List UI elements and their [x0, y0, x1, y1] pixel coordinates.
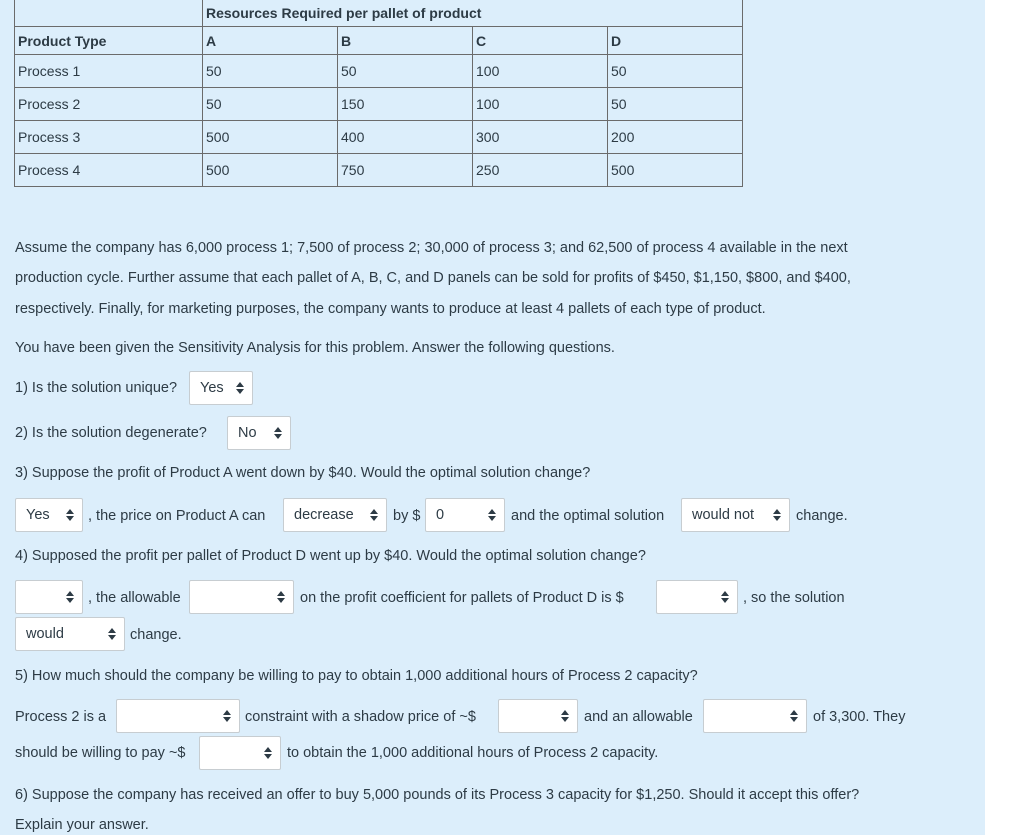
header-cell: A: [203, 27, 338, 55]
up-down-chevron-icon: [773, 509, 781, 521]
header-cell: B: [338, 27, 473, 55]
up-down-chevron-icon: [370, 509, 378, 521]
table-cell: 50: [608, 88, 743, 121]
q3-select-4[interactable]: [681, 498, 790, 532]
q5-select-3[interactable]: [703, 699, 807, 733]
table-cell: 50: [338, 55, 473, 88]
q3-select-2[interactable]: [283, 498, 387, 532]
q3-select-3[interactable]: [425, 498, 505, 532]
intro-line-4: You have been given the Sensitivity Analysis for this problem. Answer the following questions.: [15, 340, 615, 356]
q5-select-1[interactable]: [116, 699, 240, 733]
q5-text-5: should be willing to pay ~$: [15, 745, 186, 761]
table-row: [15, 121, 743, 154]
page-scrollbar-track[interactable]: [985, 0, 1024, 835]
up-down-chevron-icon: [561, 710, 569, 722]
q3-text-2: by $: [393, 508, 421, 524]
up-down-chevron-icon: [66, 591, 74, 603]
select-value: decrease: [294, 507, 354, 523]
table-cell: 300: [473, 121, 608, 154]
q4-text-3: , so the solution: [743, 590, 845, 606]
table-cell: 250: [473, 154, 608, 187]
q3-text-4: change.: [796, 508, 848, 524]
intro-line-2: production cycle. Further assume that each pallet of A, B, C, and D panels can be sold for profits of $450, $1,150, $800, and $400,: [15, 270, 851, 286]
table-row: [15, 55, 743, 88]
q2-text: 2) Is the solution degenerate?: [15, 425, 207, 441]
q5-text-3: and an allowable: [584, 709, 693, 725]
table-cell: 100: [473, 55, 608, 88]
up-down-chevron-icon: [274, 427, 282, 439]
q4-select-3[interactable]: [656, 580, 738, 614]
intro-line-1: Assume the company has 6,000 process 1; 7,500 of process 2; 30,000 of process 3; and 62,500 of process 4 available in the next: [15, 240, 848, 256]
header-cell: C: [473, 27, 608, 55]
up-down-chevron-icon: [790, 710, 798, 722]
q5-text-4: of 3,300. They: [813, 709, 906, 725]
up-down-chevron-icon: [236, 382, 244, 394]
q4-text-2: on the profit coefficient for pallets of Product D is $: [300, 590, 624, 606]
table-cell: 500: [203, 154, 338, 187]
q4-text-1: , the allowable: [88, 590, 181, 606]
table-cell: 750: [338, 154, 473, 187]
q4-select-1[interactable]: [15, 580, 83, 614]
header-cell: D: [608, 27, 743, 55]
q5-select-4[interactable]: [199, 736, 281, 770]
table-cell: 400: [338, 121, 473, 154]
up-down-chevron-icon: [108, 628, 116, 640]
select-value: Yes: [26, 507, 50, 523]
up-down-chevron-icon: [721, 591, 729, 603]
q4-text-4: change.: [130, 627, 182, 643]
table-cell: 50: [203, 88, 338, 121]
select-value: would: [26, 626, 64, 642]
q4-text: 4) Supposed the profit per pallet of Product D went up by $40. Would the optimal solution change?: [15, 548, 646, 564]
table-cell: Process 3: [15, 121, 203, 154]
select-value: 0: [436, 507, 445, 523]
table-header-row: [15, 27, 743, 55]
q6-line-2: Explain your answer.: [15, 817, 149, 833]
table-row: [15, 154, 743, 187]
table-cell: Process 2: [15, 88, 203, 121]
table-cell: 500: [608, 154, 743, 187]
q1-answer-select[interactable]: [189, 371, 253, 405]
table-cell: 200: [608, 121, 743, 154]
q3-text: 3) Suppose the profit of Product A went down by $40. Would the optimal solution change?: [15, 465, 591, 481]
up-down-chevron-icon: [264, 747, 272, 759]
q5-text-6: to obtain the 1,000 additional hours of Process 2 capacity.: [287, 745, 659, 761]
intro-line-3: respectively. Finally, for marketing purposes, the company wants to produce at least 4 pallets of each type of product.: [15, 301, 766, 317]
select-value: Yes: [200, 380, 224, 396]
q4-select-2[interactable]: [189, 580, 294, 614]
q3-text-1: , the price on Product A can: [88, 508, 266, 524]
up-down-chevron-icon: [488, 509, 496, 521]
header-cell: Product Type: [15, 27, 203, 55]
table-caption: Resources Required per pallet of product: [203, 0, 743, 27]
up-down-chevron-icon: [66, 509, 74, 521]
up-down-chevron-icon: [277, 591, 285, 603]
table-cell: 50: [608, 55, 743, 88]
q5-text: 5) How much should the company be willing to pay to obtain 1,000 additional hours of Process 2 capacity?: [15, 668, 698, 684]
q3-select-1[interactable]: [15, 498, 83, 532]
select-value: would not: [692, 507, 755, 523]
table-cell: Process 1: [15, 55, 203, 88]
table-cell: 50: [203, 55, 338, 88]
q6-line-1: 6) Suppose the company has received an offer to buy 5,000 pounds of its Process 3 capacity for $1,250. Should it accept this offer?: [15, 787, 860, 803]
select-value: No: [238, 425, 257, 441]
table-row: [15, 88, 743, 121]
q3-text-3: and the optimal solution: [511, 508, 665, 524]
q5-text-2: constraint with a shadow price of ~$: [245, 709, 476, 725]
q2-answer-select[interactable]: [227, 416, 291, 450]
q5-text-1: Process 2 is a: [15, 709, 107, 725]
q4-select-4[interactable]: [15, 617, 125, 651]
q5-select-2[interactable]: [498, 699, 578, 733]
resources-table: [14, 0, 743, 187]
q1-text: 1) Is the solution unique?: [15, 380, 178, 396]
table-cell: 500: [203, 121, 338, 154]
table-cell: Process 4: [15, 154, 203, 187]
up-down-chevron-icon: [223, 710, 231, 722]
table-cell: 100: [473, 88, 608, 121]
table-cell: 150: [338, 88, 473, 121]
